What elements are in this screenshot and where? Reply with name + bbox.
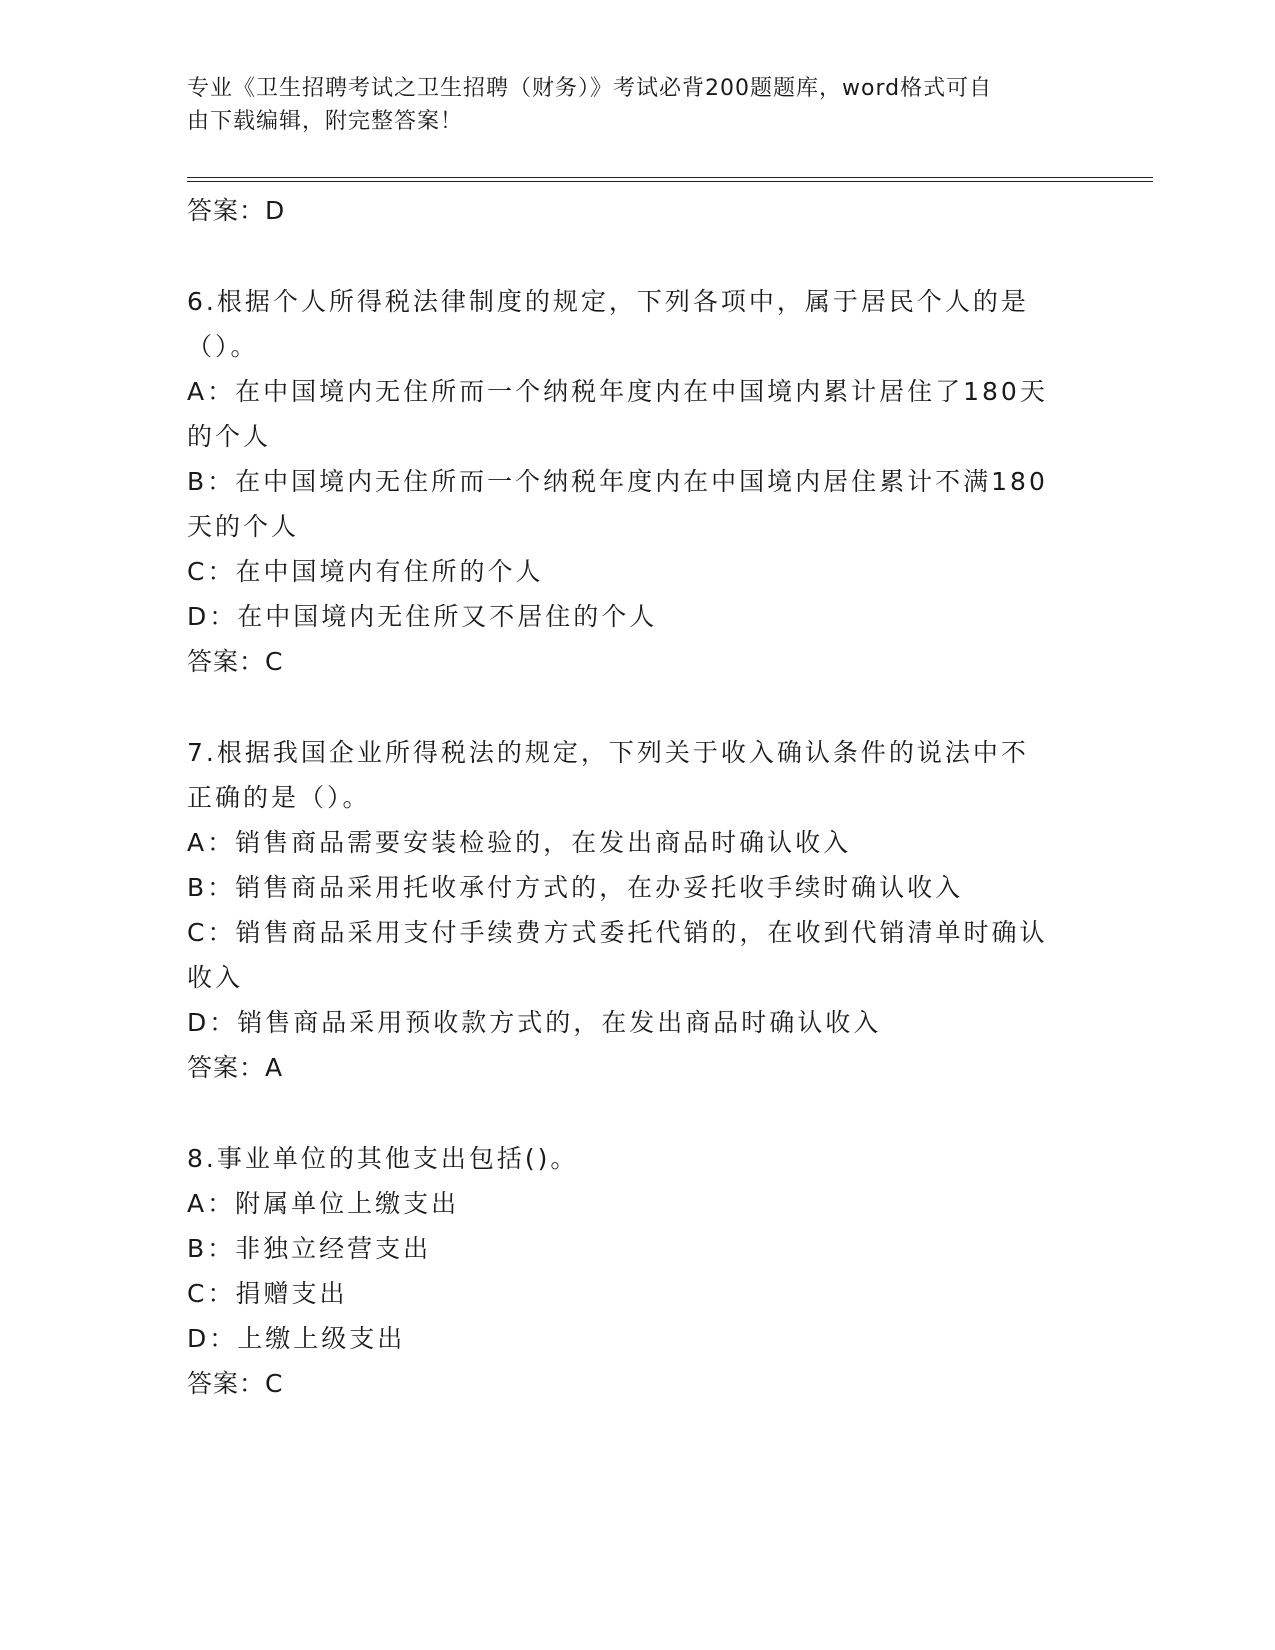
previous-answer: 答案：D <box>187 196 286 225</box>
spacer <box>187 684 1087 730</box>
answer-label: 答案：C <box>187 1369 284 1398</box>
question-block-8 <box>187 1136 1087 1406</box>
option-a: A：在中国境内无住所而一个纳税年度内在中国境内累计居住了180天 <box>187 377 1048 406</box>
option-b: B：销售商品采用托收承付方式的，在办妥托收手续时确认收入 <box>187 873 964 902</box>
option-b-continuation: 天的个人 <box>187 512 300 541</box>
option-a-continuation: 的个人 <box>187 422 272 451</box>
option-d: D：销售商品采用预收款方式的，在发出商品时确认收入 <box>187 1008 882 1037</box>
question-stem-line: 8.事业单位的其他支出包括()。 <box>187 1144 579 1173</box>
option-b: B：在中国境内无住所而一个纳税年度内在中国境内居住累计不满180 <box>187 467 1048 496</box>
header-line-2: 由下载编辑，附完整答案！ <box>187 109 464 134</box>
option-b: B：非独立经营支出 <box>187 1234 432 1263</box>
option-c: C：在中国境内有住所的个人 <box>187 557 544 586</box>
option-d: D：在中国境内无住所又不居住的个人 <box>187 602 658 631</box>
option-c: C：销售商品采用支付手续费方式委托代销的，在收到代销清单时确认 <box>187 918 1048 947</box>
answer-label: 答案：A <box>187 1053 284 1082</box>
header-line-1: 专业《卫生招聘考试之卫生招聘（财务）》考试必背200题题库，word格式可自 <box>187 76 993 101</box>
question-stem-line: 7.根据我国企业所得税法的规定，下列关于收入确认条件的说法中不 <box>187 738 1029 767</box>
option-d: D：上缴上级支出 <box>187 1324 406 1353</box>
question-stem-line: （）。 <box>187 332 259 361</box>
spacer <box>187 1090 1087 1136</box>
answer-label: 答案：C <box>187 647 284 676</box>
spacer <box>187 233 1087 279</box>
header-double-rule <box>187 177 1153 182</box>
question-stem-line: 6.根据个人所得税法律制度的规定，下列各项中，属于居民个人的是 <box>187 287 1029 316</box>
option-a: A：销售商品需要安装检验的，在发出商品时确认收入 <box>187 828 852 857</box>
question-stem-line: 正确的是（）。 <box>187 783 371 812</box>
question-block-6 <box>187 279 1087 684</box>
option-c-continuation: 收入 <box>187 963 244 992</box>
question-block-7 <box>187 730 1087 1090</box>
option-a: A：附属单位上缴支出 <box>187 1189 460 1218</box>
document-header <box>187 72 1067 138</box>
document-body <box>187 188 1087 1406</box>
option-c: C：捐赠支出 <box>187 1279 348 1308</box>
